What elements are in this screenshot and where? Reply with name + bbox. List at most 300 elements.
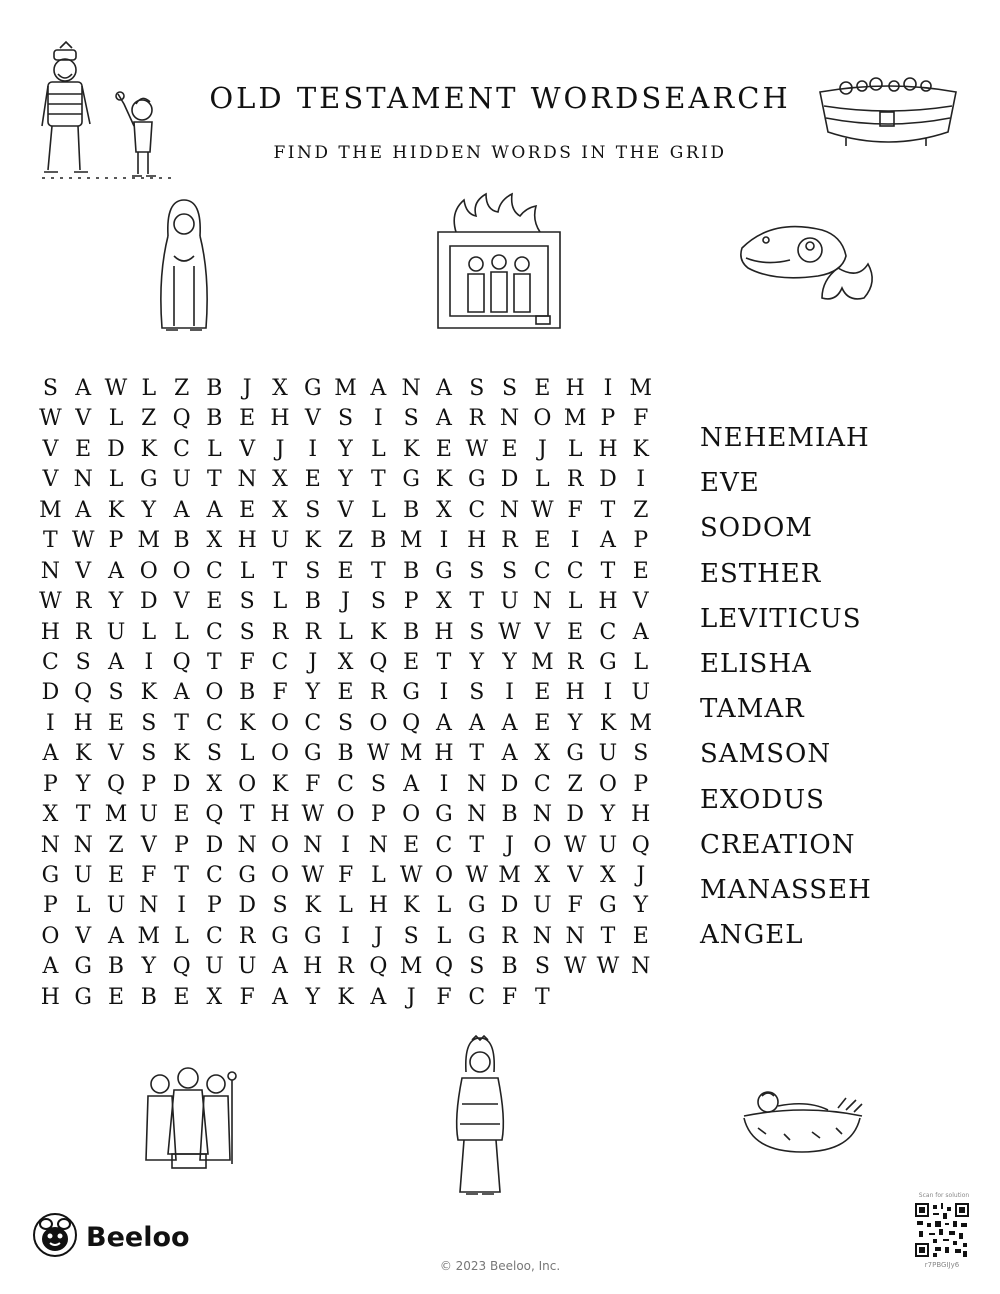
- word-list-item: ESTHER: [700, 558, 822, 589]
- grid-letter: N: [73, 467, 93, 493]
- grid-letter: S: [305, 558, 321, 584]
- qr-code-icon[interactable]: [915, 1203, 969, 1257]
- grid-letter: R: [337, 954, 354, 980]
- grid-letter: J: [537, 436, 547, 462]
- grid-letter: E: [534, 710, 551, 736]
- grid-letter: M: [137, 923, 161, 949]
- grid-letter: F: [272, 680, 288, 706]
- grid-letter: S: [42, 376, 58, 401]
- grid-letter: L: [338, 893, 353, 919]
- grid-letter: H: [565, 680, 585, 706]
- grid-letter: M: [531, 649, 554, 675]
- grid-letter: L: [535, 467, 550, 493]
- grid-letter: D: [500, 771, 519, 797]
- grid-letter: I: [603, 376, 613, 401]
- grid-letter: C: [304, 710, 322, 736]
- grid-letter: A: [42, 954, 59, 980]
- grid-letter: K: [304, 893, 321, 919]
- grid-letter: Q: [172, 406, 191, 432]
- grid-letter: R: [501, 923, 518, 949]
- grid-letter: X: [272, 467, 288, 493]
- grid-letter: J: [505, 832, 514, 858]
- grid-letter: N: [532, 923, 552, 949]
- grid-letter: Q: [369, 954, 388, 980]
- grid-letter: X: [272, 497, 288, 523]
- grid-letter: K: [402, 893, 420, 919]
- grid-letter: I: [341, 832, 350, 858]
- grid-letter: A: [108, 558, 124, 584]
- bee-logo-icon: [32, 1212, 78, 1262]
- grid-letter: N: [139, 893, 159, 919]
- grid-letter: F: [337, 863, 354, 888]
- grid-letter: M: [629, 376, 652, 401]
- grid-letter: H: [565, 376, 585, 401]
- grid-letter: S: [141, 710, 157, 736]
- grid-letter: L: [239, 741, 255, 767]
- grid-letter: G: [140, 467, 158, 493]
- grid-letter: T: [174, 710, 189, 736]
- grid-letter: E: [534, 680, 551, 706]
- grid-letter: G: [467, 893, 486, 919]
- grid-letter: H: [467, 528, 487, 554]
- grid-letter: T: [371, 467, 386, 493]
- grid-letter: P: [42, 771, 58, 797]
- grid-letter: W: [563, 954, 587, 980]
- three-men-icon: [134, 1060, 246, 1172]
- grid-letter: I: [439, 771, 449, 797]
- grid-letter: L: [239, 558, 255, 584]
- word-list: [700, 420, 990, 962]
- grid-letter: Q: [74, 680, 93, 706]
- grid-letter: O: [172, 558, 191, 584]
- grid-letter: I: [144, 649, 154, 675]
- grid-letter: I: [46, 710, 55, 736]
- grid-letter: B: [501, 954, 518, 980]
- grid-letter: B: [206, 376, 223, 401]
- grid-letter: V: [42, 467, 59, 493]
- page-subtitle: FIND THE HIDDEN WORDS IN THE GRID: [273, 143, 727, 163]
- grid-letter: Y: [75, 771, 91, 797]
- grid-letter: X: [337, 649, 354, 675]
- grid-letter: T: [600, 497, 616, 523]
- grid-letter: C: [205, 558, 223, 584]
- grid-letter: P: [600, 406, 616, 432]
- grid-letter: S: [534, 954, 550, 980]
- grid-letter: S: [469, 680, 485, 706]
- grid-letter: V: [534, 619, 551, 645]
- grid-letter: E: [173, 984, 190, 1010]
- grid-letter: W: [399, 863, 423, 888]
- grid-letter: E: [534, 528, 551, 554]
- grid-letter: C: [205, 710, 223, 736]
- grid-letter: U: [237, 954, 257, 980]
- grid-letter: K: [599, 710, 617, 736]
- grid-letter: C: [41, 649, 59, 675]
- grid-letter: V: [42, 436, 59, 462]
- grid-letter: V: [75, 923, 92, 949]
- grid-letter: G: [74, 954, 92, 980]
- grid-letter: J: [308, 649, 318, 675]
- word-list-item: EVE: [700, 468, 760, 499]
- grid-letter: B: [107, 954, 125, 980]
- word-list-item: TAMAR: [700, 694, 805, 725]
- grid-letter: P: [141, 771, 157, 797]
- grid-letter: W: [596, 954, 620, 980]
- grid-letter: Y: [305, 984, 321, 1010]
- grid-letter: V: [75, 406, 92, 432]
- grid-letter: O: [598, 771, 617, 797]
- grid-letter: T: [469, 589, 485, 615]
- grid-letter: I: [570, 528, 580, 554]
- grid-letter: H: [270, 802, 290, 828]
- grid-letter: J: [373, 923, 383, 949]
- grid-letter: C: [533, 771, 551, 797]
- grid-letter: B: [403, 619, 420, 645]
- grid-letter: V: [567, 863, 584, 888]
- grid-letter: W: [465, 863, 489, 888]
- grid-letter: Y: [305, 680, 321, 706]
- grid-letter: B: [403, 558, 420, 584]
- grid-letter: E: [304, 467, 321, 493]
- grid-letter: S: [108, 680, 124, 706]
- grid-letter: N: [40, 832, 61, 858]
- grid-letter: Q: [631, 832, 650, 858]
- grid-letter: Y: [141, 497, 157, 523]
- grid-letter: W: [465, 436, 489, 462]
- grid-letter: E: [403, 832, 420, 858]
- grid-letter: P: [174, 832, 189, 858]
- grid-letter: N: [237, 832, 257, 858]
- noahs-ark-icon: [816, 72, 961, 154]
- grid-letter: U: [270, 528, 290, 554]
- grid-letter: G: [599, 649, 617, 675]
- grid-letter: E: [632, 558, 649, 584]
- grid-letter: D: [500, 893, 519, 919]
- grid-letter: I: [636, 467, 646, 493]
- grid-letter: C: [271, 649, 289, 675]
- grid-letter: K: [140, 436, 157, 462]
- grid-letter: K: [107, 497, 125, 523]
- grid-letter: O: [336, 802, 355, 828]
- grid-letter: O: [270, 832, 289, 858]
- grid-letter: F: [436, 984, 452, 1010]
- grid-letter: O: [41, 923, 60, 949]
- grid-letter: O: [434, 863, 453, 888]
- grid-letter: I: [374, 406, 383, 432]
- grid-letter: A: [108, 649, 124, 675]
- grid-letter: N: [401, 376, 421, 401]
- grid-letter: A: [600, 528, 616, 554]
- grid-letter: C: [566, 558, 584, 584]
- grid-letter: G: [303, 376, 322, 401]
- grid-letter: G: [303, 741, 322, 767]
- grid-letter: C: [533, 558, 551, 584]
- grid-letter: M: [39, 497, 62, 523]
- grid-letter: L: [567, 589, 583, 615]
- grid-letter: E: [107, 863, 125, 888]
- grid-letter: Y: [633, 893, 648, 919]
- grid-letter: R: [304, 619, 322, 645]
- grid-letter: X: [436, 497, 452, 523]
- grid-letter: N: [73, 832, 93, 858]
- grid-letter: M: [399, 528, 423, 554]
- grid-letter: Z: [141, 406, 157, 432]
- grid-letter: X: [534, 741, 551, 767]
- grid-letter: M: [498, 863, 521, 888]
- grid-letter: B: [140, 984, 157, 1010]
- grid-letter: I: [308, 436, 318, 462]
- grid-letter: E: [107, 710, 125, 736]
- grid-letter: T: [371, 558, 386, 584]
- grid-letter: V: [304, 406, 321, 432]
- grid-letter: O: [402, 802, 421, 828]
- grid-letter: S: [239, 619, 255, 645]
- grid-letter: F: [567, 893, 583, 919]
- grid-letter: C: [205, 923, 223, 949]
- brand-name: Beeloo: [86, 1221, 190, 1253]
- grid-letter: T: [207, 467, 222, 493]
- grid-letter: G: [435, 802, 453, 828]
- grid-letter: U: [500, 589, 519, 615]
- grid-letter: E: [632, 923, 649, 949]
- grid-letter: W: [39, 406, 62, 432]
- grid-letter: N: [532, 802, 552, 828]
- grid-letter: A: [501, 741, 518, 767]
- grid-letter: B: [206, 406, 223, 432]
- grid-letter: I: [177, 893, 186, 919]
- grid-letter: U: [106, 619, 126, 645]
- grid-letter: L: [141, 619, 157, 645]
- grid-letter: E: [206, 589, 223, 615]
- grid-letter: X: [42, 802, 59, 828]
- grid-letter: L: [174, 923, 189, 949]
- grid-letter: N: [532, 589, 552, 615]
- grid-letter: P: [370, 802, 386, 828]
- grid-letter: D: [41, 680, 60, 706]
- grid-letter: G: [238, 863, 256, 888]
- grid-letter: T: [600, 558, 616, 584]
- queen-icon: [448, 1034, 512, 1202]
- word-list-item: EXODUS: [700, 784, 825, 815]
- grid-letter: U: [598, 741, 618, 767]
- grid-letter: U: [631, 680, 651, 706]
- grid-letter: G: [599, 893, 617, 919]
- grid-letter: C: [468, 497, 486, 523]
- grid-letter: Z: [337, 528, 354, 554]
- grid-letter: M: [399, 741, 423, 767]
- grid-letter: U: [172, 467, 191, 493]
- grid-letter: L: [174, 619, 189, 645]
- grid-letter: T: [600, 923, 616, 949]
- grid-letter: R: [501, 528, 518, 554]
- grid-letter: S: [338, 406, 354, 432]
- grid-letter: L: [75, 893, 91, 919]
- grid-letter: W: [531, 497, 554, 523]
- grid-letter: C: [337, 771, 354, 797]
- grid-letter: G: [402, 680, 420, 706]
- copyright: © 2023 Beeloo, Inc.: [439, 1259, 561, 1273]
- grid-letter: G: [566, 741, 584, 767]
- grid-letter: S: [403, 923, 419, 949]
- grid-letter: I: [505, 680, 514, 706]
- grid-letter: N: [368, 832, 388, 858]
- grid-letter: R: [468, 406, 486, 432]
- grid-letter: M: [334, 376, 357, 401]
- grid-letter: Y: [502, 649, 517, 675]
- grid-letter: R: [74, 589, 92, 615]
- grid-letter: V: [632, 589, 649, 615]
- grid-letter: W: [367, 741, 390, 767]
- grid-letter: E: [75, 436, 92, 462]
- grid-letter: H: [631, 802, 651, 828]
- grid-letter: D: [139, 589, 158, 615]
- grid-letter: D: [172, 771, 191, 797]
- grid-letter: Q: [106, 771, 126, 797]
- grid-letter: Z: [567, 771, 583, 797]
- grid-letter: B: [239, 680, 256, 706]
- grid-letter: H: [303, 954, 323, 980]
- grid-letter: A: [468, 710, 485, 736]
- grid-letter: K: [370, 619, 387, 645]
- grid-letter: K: [74, 741, 92, 767]
- grid-letter: D: [566, 802, 584, 828]
- grid-letter: O: [270, 863, 289, 888]
- grid-letter: E: [337, 680, 354, 706]
- grid-letter: T: [75, 802, 91, 828]
- grid-letter: Z: [633, 497, 649, 523]
- grid-letter: M: [399, 954, 423, 980]
- grid-letter: Y: [108, 589, 124, 615]
- grid-letter: V: [239, 436, 256, 462]
- grid-letter: L: [207, 436, 222, 462]
- grid-letter: O: [270, 710, 289, 736]
- grid-letter: L: [371, 436, 386, 462]
- grid-letter: X: [206, 984, 223, 1010]
- grid-letter: V: [108, 741, 124, 767]
- grid-letter: O: [139, 558, 158, 584]
- grid-letter: K: [435, 467, 453, 493]
- grid-letter: B: [304, 589, 321, 615]
- grid-letter: I: [341, 923, 350, 949]
- grid-letter: H: [270, 406, 290, 432]
- grid-letter: A: [436, 406, 452, 432]
- soldier-and-boy-icon: [38, 40, 178, 185]
- grid-letter: A: [272, 984, 288, 1010]
- grid-letter: Q: [172, 649, 191, 675]
- word-list-item: NEHEMIAH: [700, 423, 870, 453]
- grid-letter: B: [173, 528, 190, 554]
- grid-letter: T: [535, 984, 550, 1010]
- grid-letter: Q: [369, 649, 388, 675]
- grid-letter: Q: [402, 710, 421, 736]
- grid-letter: N: [467, 771, 487, 797]
- grid-letter: X: [206, 528, 223, 554]
- grid-letter: K: [304, 528, 321, 554]
- grid-letter: G: [435, 558, 453, 584]
- word-search-grid: [34, 374, 657, 1014]
- grid-letter: A: [75, 497, 92, 523]
- grid-letter: L: [436, 923, 452, 949]
- grid-letter: X: [600, 863, 616, 888]
- grid-letter: N: [40, 558, 61, 584]
- grid-letter: H: [434, 741, 454, 767]
- grid-letter: C: [468, 984, 486, 1010]
- grid-letter: A: [272, 954, 288, 980]
- grid-letter: A: [370, 376, 387, 401]
- grid-letter: M: [563, 406, 587, 432]
- grid-letter: W: [301, 863, 325, 888]
- grid-letter: F: [567, 497, 583, 523]
- grid-letter: V: [173, 589, 190, 615]
- jonah-whale-icon: [738, 218, 886, 310]
- grid-letter: S: [469, 619, 485, 645]
- grid-letter: X: [436, 589, 452, 615]
- grid-letter: E: [403, 649, 420, 675]
- grid-letter: Z: [173, 376, 190, 401]
- grid-letter: R: [238, 923, 256, 949]
- grid-letter: E: [534, 376, 551, 401]
- grid-letter: N: [467, 802, 487, 828]
- grid-letter: T: [43, 528, 58, 554]
- grid-letter: H: [40, 984, 60, 1010]
- grid-letter: W: [71, 528, 95, 554]
- grid-letter: H: [40, 619, 60, 645]
- grid-letter: O: [205, 680, 224, 706]
- grid-letter: G: [41, 863, 60, 888]
- grid-letter: W: [301, 802, 325, 828]
- grid-letter: G: [402, 467, 420, 493]
- grid-letter: H: [237, 528, 257, 554]
- grid-letter: L: [272, 589, 288, 615]
- grid-letter: T: [469, 741, 485, 767]
- grid-letter: Y: [567, 710, 583, 736]
- grid-letter: L: [108, 406, 124, 432]
- grid-letter: J: [242, 376, 252, 401]
- grid-letter: Y: [141, 954, 157, 980]
- grid-letter: S: [502, 376, 518, 401]
- grid-letter: A: [206, 497, 223, 523]
- grid-letter: O: [533, 832, 552, 858]
- grid-letter: H: [368, 893, 388, 919]
- grid-letter: L: [108, 467, 124, 493]
- grid-letter: N: [631, 954, 651, 980]
- grid-letter: F: [633, 406, 649, 432]
- grid-letter: K: [271, 771, 289, 797]
- word-list-item: SAMSON: [700, 739, 832, 770]
- grid-letter: F: [501, 984, 518, 1010]
- word-list-item: LEVITICUS: [700, 603, 862, 634]
- qr-label: Scan for solution: [918, 1192, 970, 1199]
- grid-letter: V: [337, 497, 354, 523]
- grid-letter: K: [632, 436, 649, 462]
- grid-letter: C: [173, 436, 190, 462]
- grid-letter: U: [106, 893, 126, 919]
- grid-letter: T: [272, 558, 288, 584]
- grid-letter: R: [370, 680, 387, 706]
- grid-letter: E: [239, 406, 256, 432]
- grid-letter: J: [406, 984, 416, 1010]
- grid-letter: B: [370, 528, 387, 554]
- word-list-item: MANASSEH: [700, 874, 872, 905]
- grid-letter: M: [137, 528, 161, 554]
- baby-basket-icon: [738, 1088, 868, 1156]
- grid-letter: L: [338, 619, 353, 645]
- grid-letter: D: [500, 467, 519, 493]
- grid-letter: T: [436, 649, 452, 675]
- grid-letter: E: [435, 436, 452, 462]
- grid-letter: B: [501, 802, 518, 828]
- grid-letter: E: [173, 802, 190, 828]
